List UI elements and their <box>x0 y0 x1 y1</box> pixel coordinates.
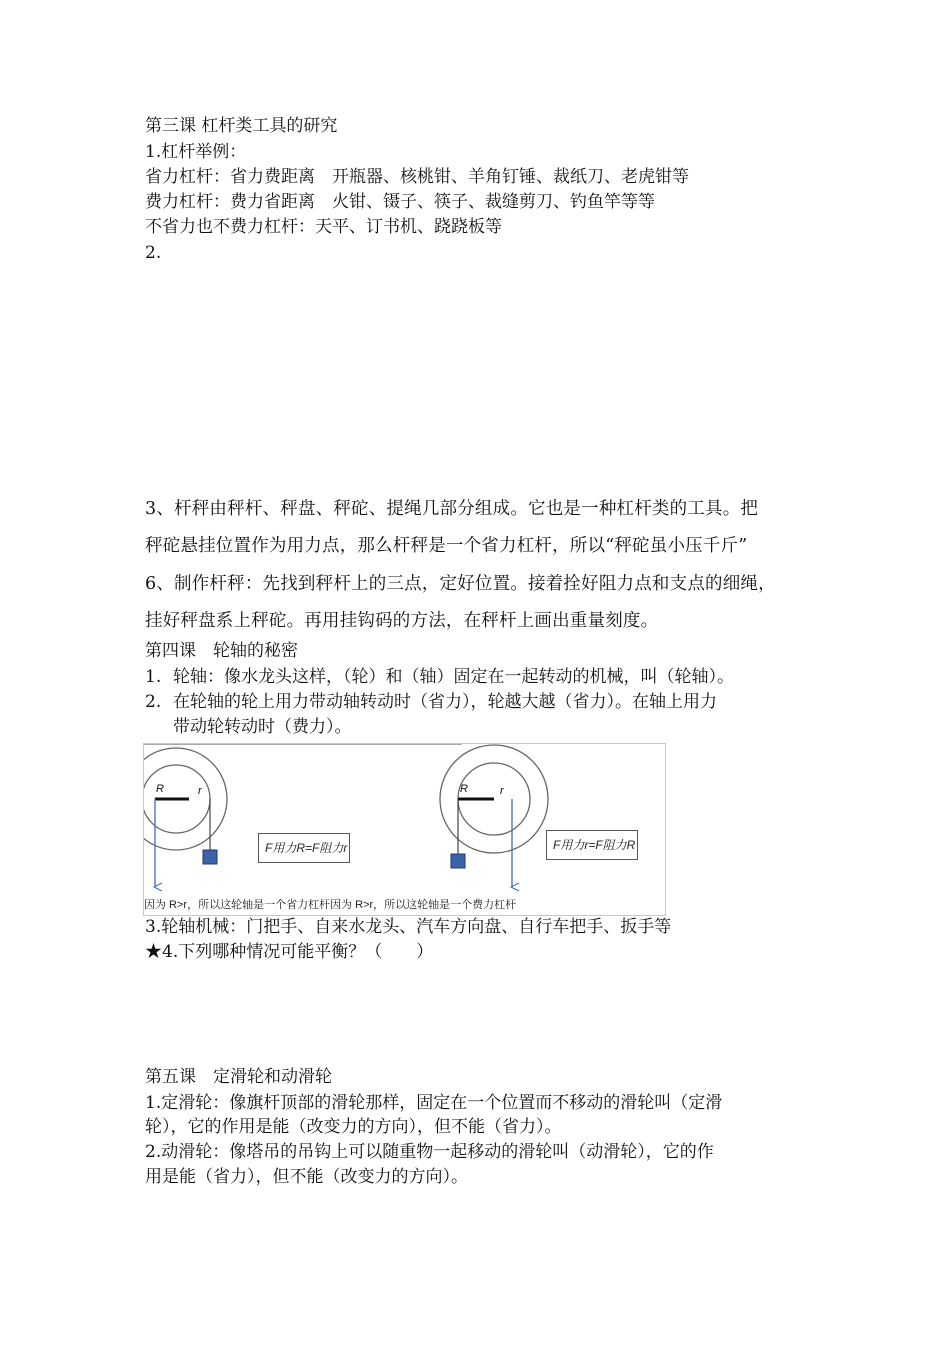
figure-caption: 因为 R>r，所以这轮轴是一个省力杠杆因为 R>r，所以这轮轴是一个费力杠杆 <box>144 899 517 911</box>
steelyard-line-1: 3、杆秤由秤杆、秤盘、秤砣、提绳几部分组成。它也是一种杠杆类的工具。把 <box>145 499 759 519</box>
left-label-r: r <box>198 785 202 797</box>
right-weight <box>451 854 465 868</box>
item-2: 2. <box>145 243 162 263</box>
lesson3-title: 第三课 杠杆类工具的研究 <box>145 116 338 136</box>
force-saving-lever: 省力杠杆：省力费距离 开瓶器、核桃钳、羊角钉锤、裁纸刀、老虎钳等 <box>145 167 689 187</box>
right-label-r: r <box>500 785 504 797</box>
force-costing-lever: 费力杠杆：费力省距离 火钳、镊子、筷子、裁缝剪刀、钓鱼竿等等 <box>145 192 655 212</box>
right-label-R: R <box>460 783 468 795</box>
steelyard-line-2: 秤砣悬挂位置作为用力点，那么杆秤是一个省力杠杆，所以“秤砣虽小压千斤” <box>145 536 748 556</box>
wheel-axle-force-line-2: 带动轮转动时（费力）。 <box>173 717 352 737</box>
lever-examples-heading: 1.杠杆举例： <box>145 142 247 162</box>
fixed-pulley-line-1: 1.定滑轮：像旗杆顶部的滑轮那样，固定在一个位置而不移动的滑轮叫（定滑 <box>145 1093 723 1113</box>
left-formula-box: F用力R=F阻力r <box>258 833 350 863</box>
left-weight <box>203 850 217 864</box>
wheel-axle-figure <box>143 743 666 916</box>
fixed-pulley-line-2: 轮），它的作用是能（改变力的方向），但不能（省力）。 <box>145 1117 562 1137</box>
wheel-axle-machines: 3.轮轴机械：门把手、自来水龙头、汽车方向盘、自行车把手、扳手等 <box>145 917 672 937</box>
right-wheel-axle <box>440 745 548 887</box>
movable-pulley-line-1: 2.动滑轮：像塔吊的吊钩上可以随重物一起移动的滑轮叫（动滑轮），它的作 <box>145 1142 714 1162</box>
list-number-1: 1. <box>145 667 162 687</box>
lesson4-title: 第四课 轮轴的秘密 <box>145 641 298 661</box>
left-wheel-axle <box>144 748 227 887</box>
wheel-axle-definition: 轮轴：像水龙头这样，（轮）和（轴）固定在一起转动的机械，叫（轮轴）。 <box>173 667 734 687</box>
right-formula-box: F用力r=F阻力R <box>546 830 638 860</box>
neutral-lever: 不省力也不费力杠杆：天平、订书机、跷跷板等 <box>145 217 502 237</box>
make-steelyard-line-2: 挂好秤盘系上秤砣。再用挂钩码的方法，在秤杆上画出重量刻度。 <box>145 611 659 631</box>
left-label-R: R <box>156 783 164 795</box>
balance-question: ★4.下列哪种情况可能平衡？（ ） <box>145 942 434 962</box>
wheel-axle-force-line-1: 在轮轴的轮上用力带动轴转动时（省力），轮越大越（省力）。在轴上用力 <box>173 692 717 712</box>
movable-pulley-line-2: 用是能（省力），但不能（改变力的方向）。 <box>145 1167 468 1187</box>
make-steelyard-line-1: 6、制作杆秤：先找到秤杆上的三点，定好位置。接着拴好阻力点和支点的细绳， <box>145 574 776 594</box>
lesson5-title: 第五课 定滑轮和动滑轮 <box>145 1067 332 1087</box>
list-number-2: 2. <box>145 692 162 712</box>
